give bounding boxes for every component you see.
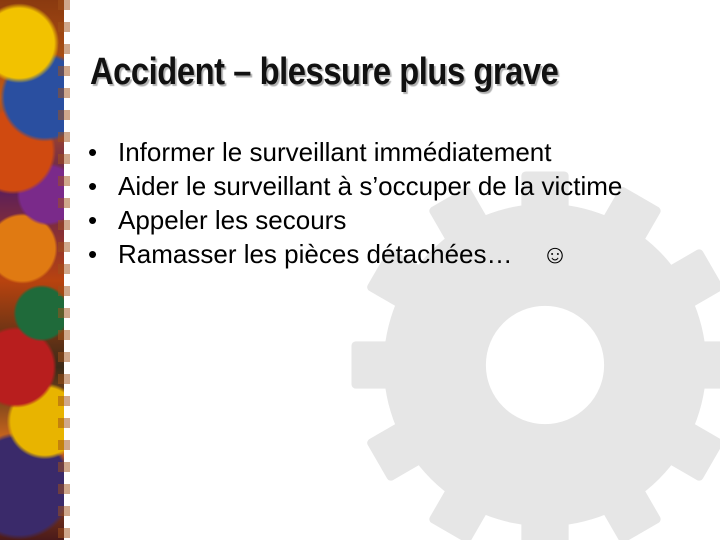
smiley-icon: ☺ xyxy=(541,239,569,269)
bullet-item xyxy=(86,238,676,270)
bullet-text: Aider le surveillant à s’occuper de la victime xyxy=(118,171,623,201)
bullet-item xyxy=(86,170,676,202)
bullet-item xyxy=(86,136,676,168)
bullet-marker: • xyxy=(88,239,98,269)
bullet-text: Ramasser les pièces détachées… xyxy=(118,239,513,269)
slide-title: Accident – blessure plus grave xyxy=(90,51,559,93)
bullet-item xyxy=(86,204,676,236)
bullet-marker: • xyxy=(88,205,98,235)
gear-teeth-edge xyxy=(58,0,70,540)
bullet-marker: • xyxy=(88,171,98,201)
bullet-list xyxy=(86,136,676,272)
bullet-text: Appeler les secours xyxy=(118,205,347,235)
bullet-text: Informer le surveillant immédiatement xyxy=(118,137,552,167)
bullet-marker: • xyxy=(88,137,98,167)
decorative-gears-strip xyxy=(0,0,64,540)
